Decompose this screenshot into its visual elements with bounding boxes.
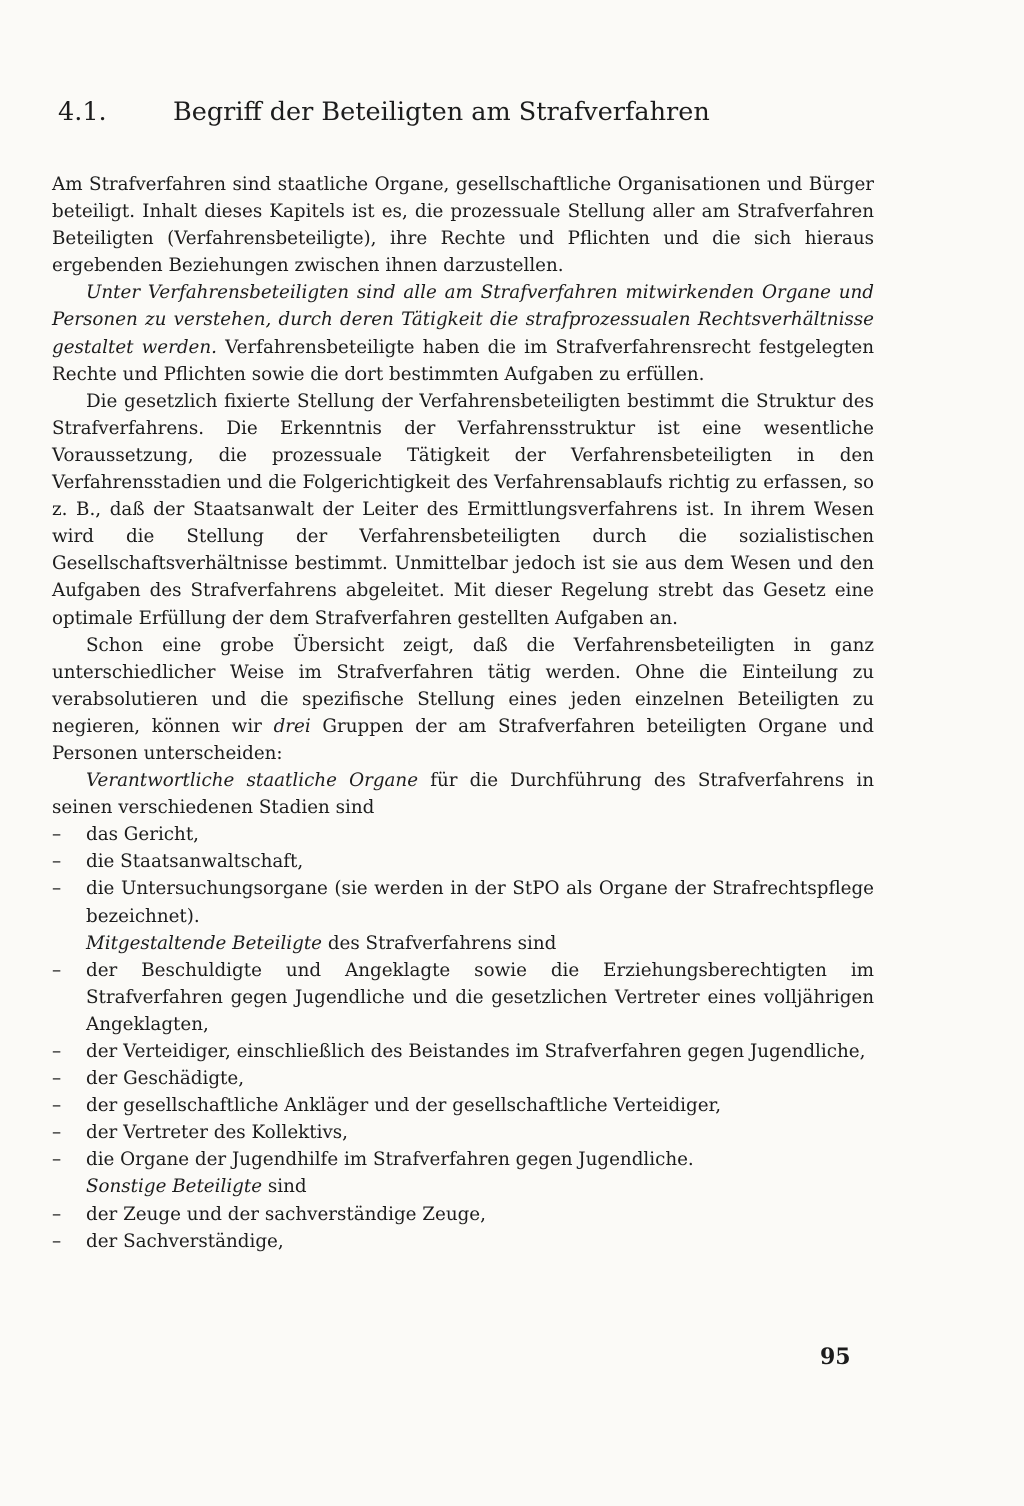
list-item-text: der Sachverständige, [86, 1230, 284, 1252]
group-heading-state-organs [52, 767, 874, 821]
dash-marker: – [52, 824, 62, 846]
list-item [52, 1228, 874, 1255]
list-item [52, 1065, 874, 1092]
list-item-text: der Zeuge und der sachverständige Zeuge, [86, 1203, 486, 1225]
section-number: 4.1. [58, 97, 107, 127]
group-heading-emphasis: Sonstige Beteiligte [86, 1176, 263, 1198]
group-heading-text: des Strafverfahrens sind [322, 932, 557, 954]
list-item-text: der Beschuldigte und Angeklagte sowie die Erziehungsberechtigten im Strafverfahren gegen Jugendliche und die gesetzlichen Vertreter eines volljährigen Angeklagten, [86, 959, 874, 1035]
list-item-text: die Untersuchungsorgane (sie werden in der StPO als Organe der Strafrechtspflege bezeichnet). [86, 878, 874, 927]
overview-emphasis: drei [273, 715, 311, 737]
list-item-text: der Geschädigte, [86, 1068, 245, 1090]
list-item-text: der gesellschaftliche Ankläger und der gesellschaftliche Verteidiger, [86, 1095, 722, 1117]
list-item [52, 1201, 874, 1228]
group-heading-emphasis: Verantwortliche staatliche Organe [86, 770, 419, 792]
list-item [52, 1038, 874, 1065]
list-item [52, 1092, 874, 1119]
paragraph-intro: Am Strafverfahren sind staatliche Organe, gesellschaftliche Organisationen und Bürger beteiligt. Inhalt dieses Kapitels ist es, die prozessuale Stellung aller am Strafverfahren Beteiligten (Verfahrensbeteiligte), ihre Rechte und Pflichten und die sich hieraus ergebenden Beziehungen zwischen ihnen darzustellen. [52, 174, 874, 277]
list-item [52, 848, 874, 875]
section-title: Begriff der Beteiligten am Strafverfahren [173, 97, 710, 127]
page-number: 95 [820, 1344, 851, 1370]
section-heading [58, 96, 878, 128]
group-heading-participants [86, 930, 874, 957]
paragraph-definition [52, 279, 874, 387]
list-item [52, 875, 874, 929]
definition-emphasis: Unter Verfahrensbeteiligten sind alle am Strafverfahren mitwirkenden Organe und Personen zu verstehen, durch deren Tätigkeit die strafprozessualen Rechtsverhältnisse gestaltet werden. [52, 282, 874, 358]
dash-marker: – [52, 1122, 62, 1144]
list-state-organs [52, 821, 874, 929]
dash-marker: – [52, 878, 62, 900]
list-item [52, 1146, 874, 1173]
list-item-text: der Vertreter des Kollektivs, [86, 1122, 348, 1144]
dash-marker: – [52, 851, 62, 873]
group-heading-text: für die Durchführung des Strafverfahrens in seinen verschiedenen Stadien sind [52, 770, 874, 819]
overview-text-end: Gruppen der am Strafverfahren beteiligten Organe und Personen unterscheiden: [52, 715, 874, 764]
group-heading-emphasis: Mitgestaltende Beteiligte [86, 932, 323, 954]
body-text [52, 171, 874, 1255]
paragraph-structure: Die gesetzlich fixierte Stellung der Verfahrensbeteiligten bestimmt die Struktur des Strafverfahrens. Die Erkenntnis der Verfahrensstruktur ist eine wesentliche Voraussetzung, die prozessuale Tätigkeit der Verfahrensbeteiligten in den Verfahrensstadien und die Folgerichtigkeit des Verfahrensablaufs richtig zu erfassen, so z. B., daß der Staatsanwalt der Leiter des Ermittlungsverfahrens ist. In ihrem Wesen wird die Stellung der Verfahrensbeteiligten durch die sozialistischen Gesellschaftsverhältnisse bestimmt. Unmittelbar jedoch ist sie aus dem Wesen und den Aufgaben des Strafverfahrens abgeleitet. Mit dieser Regelung strebt das Gesetz eine optimale Erfüllung der dem Strafverfahren gestellten Aufgaben an. [52, 390, 874, 629]
group-heading-others [86, 1173, 874, 1200]
dash-marker: – [52, 1230, 62, 1252]
definition-continuation: Verfahrensbeteiligte haben die im Strafverfahrensrecht festgelegten Rechte und Pflichten sowie die dort bestimmten Aufgaben zu erfüllen. [52, 336, 874, 385]
list-item [52, 1119, 874, 1146]
dash-marker: – [52, 1203, 62, 1225]
list-item-text: die Staatsanwaltschaft, [86, 851, 304, 873]
list-item-text: der Verteidiger, einschließlich des Beistandes im Strafverfahren gegen Jugendliche, [86, 1041, 866, 1062]
list-participants [52, 957, 874, 1174]
list-item-text: das Gericht, [86, 824, 199, 846]
list-others [52, 1201, 874, 1255]
list-item [52, 957, 874, 1038]
list-item-text: die Organe der Jugendhilfe im Strafverfahren gegen Jugendliche. [86, 1149, 694, 1171]
dash-marker: – [52, 1068, 62, 1090]
paragraph-groups-overview [52, 632, 874, 767]
dash-marker: – [52, 1041, 62, 1062]
dash-marker: – [52, 1095, 62, 1117]
group-heading-text: sind [262, 1176, 307, 1198]
dash-marker: – [52, 959, 62, 981]
overview-text-start: Schon eine grobe Übersicht zeigt, daß die Verfahrensbeteiligten in ganz unterschiedlicher Weise im Strafverfahren tätig werden. Ohne die Einteilung zu verabsolutieren und die spezifische Stellung eines jeden einzelnen Beteiligten zu negieren, können wir [52, 634, 874, 737]
list-item [52, 821, 874, 848]
dash-marker: – [52, 1149, 62, 1171]
